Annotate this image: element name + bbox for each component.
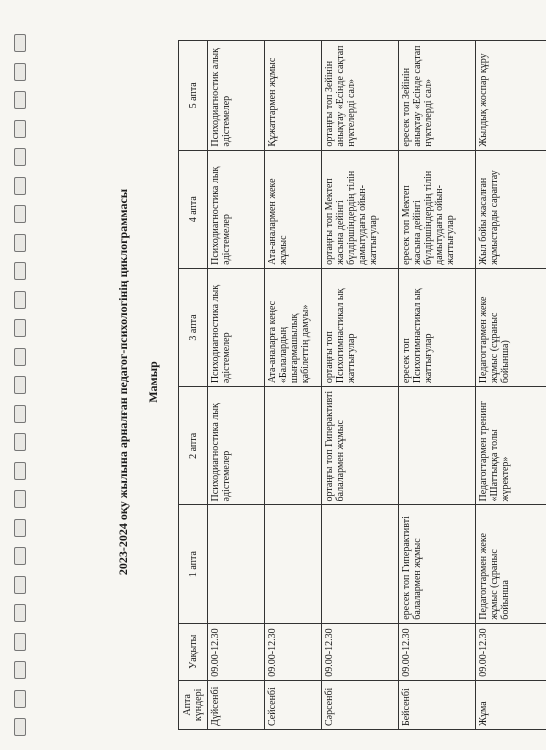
rotated-content (116, 32, 526, 732)
day-cell: Сейсенбі (265, 680, 322, 729)
binding-ring (14, 291, 26, 309)
week-cell: Психодиагностика лық әдістемелер (208, 150, 265, 268)
table-row (265, 41, 322, 730)
binding-ring (14, 319, 26, 337)
week-cell: Психодиагностик алық әдістемелер (208, 41, 265, 151)
week-cell: ересек топ Мектеп жасына дейінгі бүлдіршіндердің тілін дамытудағы ойын-жаттығулар (399, 150, 476, 268)
binding-ring (14, 234, 26, 252)
header-cell: 2 апта (179, 387, 208, 505)
week-cell (265, 387, 322, 505)
table-row (399, 41, 476, 730)
week-cell: Ата-аналарға кеңес «Балалардың шығармашылық қабілеттің дамуы» (265, 268, 322, 386)
binding-ring (14, 604, 26, 622)
time-cell: 09.00-12.30 (322, 623, 399, 680)
day-cell: Дүйсенбі (208, 680, 265, 729)
document-title: 2023-2024 оқу жылына арналған педагог-психологінің циклограммасы (116, 188, 130, 576)
binding-ring (14, 405, 26, 423)
week-cell: Ата-аналармен жеке жұмыс (265, 150, 322, 268)
cyclogram-table (178, 40, 546, 730)
binding-ring (14, 519, 26, 537)
week-cell (208, 505, 265, 623)
header-cell: 5 апта (179, 41, 208, 151)
week-cell (265, 505, 322, 623)
week-cell: ересек топ Психогимнастикал ық жаттығулар (399, 268, 476, 386)
time-cell: 09.00-12.30 (265, 623, 322, 680)
time-cell: 09.00-12.30 (476, 623, 546, 680)
week-cell: ортаңғы топ Гиперактивті балалармен жұмыс (322, 387, 399, 505)
binding-ring (14, 262, 26, 280)
header-cell: 4 апта (179, 150, 208, 268)
header-cell: 3 апта (179, 268, 208, 386)
week-cell: Психодиагностика лық әдістемелер (208, 268, 265, 386)
header-row (179, 41, 208, 730)
time-cell: 09.00-12.30 (399, 623, 476, 680)
binding-ring (14, 462, 26, 480)
binding-ring (14, 433, 26, 451)
table-row (208, 41, 265, 730)
binding-ring (14, 547, 26, 565)
day-cell: Жұма (476, 680, 546, 729)
week-cell: ересек топ Зейінін анықтау «Есінде сақтап нүктелерді сал» (399, 41, 476, 151)
table-row (476, 41, 546, 730)
header-cell: 1 апта (179, 505, 208, 623)
week-cell: ортаңғы топ Зейінін анықтау «Есінде сақтап нүктелерді сал» (322, 41, 399, 151)
binding-ring (14, 661, 26, 679)
week-cell: ортаңғы топ Мектеп жасына дейінгі бүлдіршіндердің тілін дамытудағы ойын-жаттығулар (322, 150, 399, 268)
binding-ring (14, 576, 26, 594)
binding-ring (14, 91, 26, 109)
week-cell: Жылдық жоспар құру (476, 41, 546, 151)
binding-ring (14, 34, 26, 52)
binding-ring (14, 376, 26, 394)
binding-ring (14, 177, 26, 195)
day-cell: Бейсенбі (399, 680, 476, 729)
binding-ring (14, 490, 26, 508)
binding-ring (14, 348, 26, 366)
time-cell: 09.00-12.30 (208, 623, 265, 680)
week-cell (322, 505, 399, 623)
binding-ring (14, 148, 26, 166)
day-cell: Сәрсенбі (322, 680, 399, 729)
binding-ring (14, 690, 26, 708)
binding-ring (14, 718, 26, 736)
week-cell: Педагогтармен тренинг «Шаттыққа толы жүректер» (476, 387, 546, 505)
month-label: Мамыр (146, 361, 160, 403)
week-cell: ересек топ Гиперактивті балалармен жұмыс (399, 505, 476, 623)
week-cell: Педагогтармен жеке жұмыс (сұраныс бойынша) (476, 268, 546, 386)
table-row (322, 41, 399, 730)
binding-ring (14, 63, 26, 81)
binding-ring (14, 120, 26, 138)
week-cell: Педагогтармен жеке жұмыс (сұраныс бойынша (476, 505, 546, 623)
binding-ring (14, 205, 26, 223)
week-cell (399, 387, 476, 505)
spiral-binding (14, 0, 26, 750)
binding-ring (14, 633, 26, 651)
week-cell: ортаңғы топ Психогимнастикал ық жаттығулар (322, 268, 399, 386)
header-cell: Уақыты (179, 623, 208, 680)
week-cell: Құжаттармен жұмыс (265, 41, 322, 151)
week-cell: Психодиагностика лық әдістемелер (208, 387, 265, 505)
header-cell: Апта күндері (179, 680, 208, 729)
week-cell: Жыл бойы жасалған жұмыстарды сараптау (476, 150, 546, 268)
